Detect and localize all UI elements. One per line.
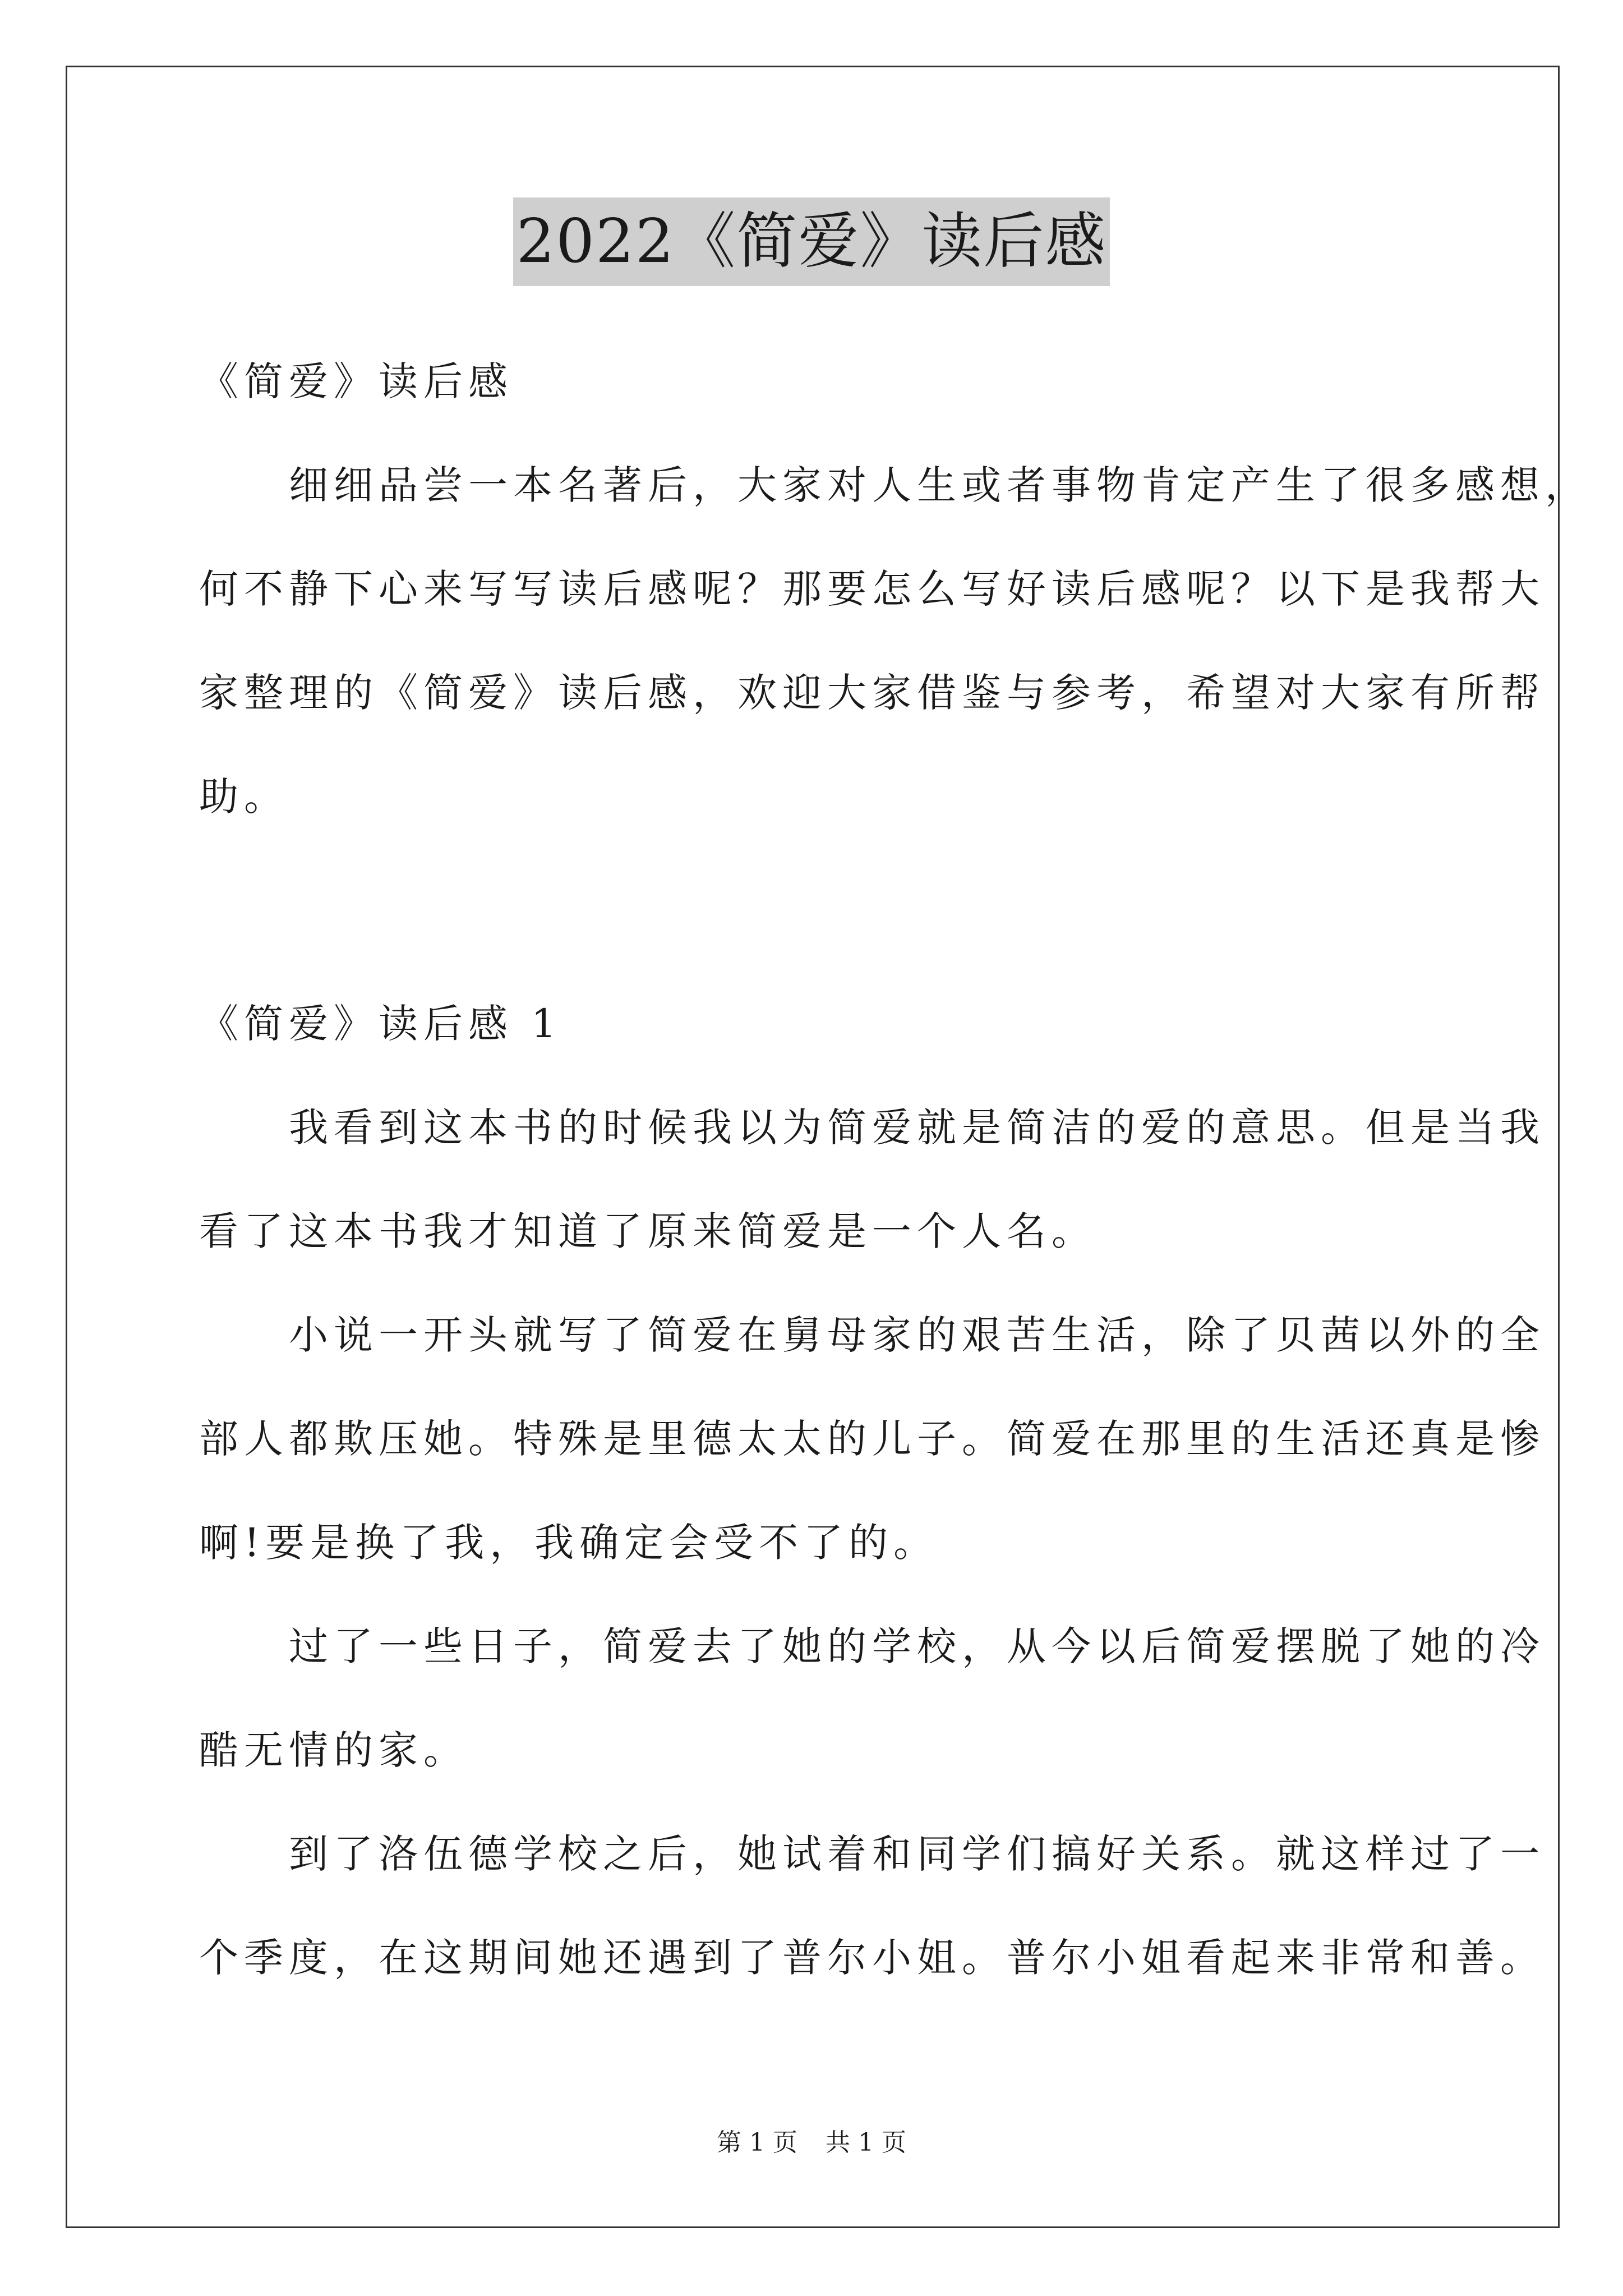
paragraph-line: 啊!要是换了我，我确定会受不了的。	[199, 1520, 939, 1566]
paragraph-line: 我看到这本书的时候我以为简爱就是简洁的爱的意思。但是当我	[199, 1105, 1545, 1151]
page-number-total: 共 1 页	[826, 2128, 906, 2157]
paragraph-line: 看了这本书我才知道了原来简爱是一个人名。	[199, 1208, 1096, 1254]
document-title: 2022《简爱》读后感	[513, 197, 1110, 286]
paragraph-line: 助。	[199, 774, 289, 820]
page-footer	[0, 2126, 1623, 2160]
section-heading: 《简爱》读后感 1	[199, 1001, 562, 1047]
intro-heading: 《简爱》读后感	[199, 358, 513, 404]
paragraph-line: 个季度，在这期间她还遇到了普尔小姐。普尔小姐看起来非常和善。	[199, 1935, 1545, 1981]
paragraph-line: 到了洛伍德学校之后，她试着和同学们搞好关系。就这样过了一	[199, 1831, 1545, 1877]
paragraph-line: 酷无情的家。	[199, 1727, 468, 1773]
paragraph-line: 部人都欺压她。特殊是里德太太的儿子。简爱在那里的生活还真是惨	[199, 1416, 1545, 1462]
paragraph-line: 过了一些日子，简爱去了她的学校，从今以后简爱摆脱了她的冷	[199, 1623, 1545, 1669]
paragraph-line: 家整理的《简爱》读后感，欢迎大家借鉴与参考，希望对大家有所帮	[199, 670, 1545, 716]
paragraph-line: 小说一开头就写了简爱在舅母家的艰苦生活，除了贝茜以外的全	[199, 1312, 1545, 1358]
paragraph-line: 细细品尝一本名著后，大家对人生或者事物肯定产生了很多感想，	[199, 462, 1590, 508]
page-number-current: 第 1 页	[717, 2128, 797, 2157]
paragraph-line: 何不静下心来写写读后感呢？那要怎么写好读后感呢？以下是我帮大	[199, 566, 1545, 612]
title-container	[0, 197, 1623, 286]
